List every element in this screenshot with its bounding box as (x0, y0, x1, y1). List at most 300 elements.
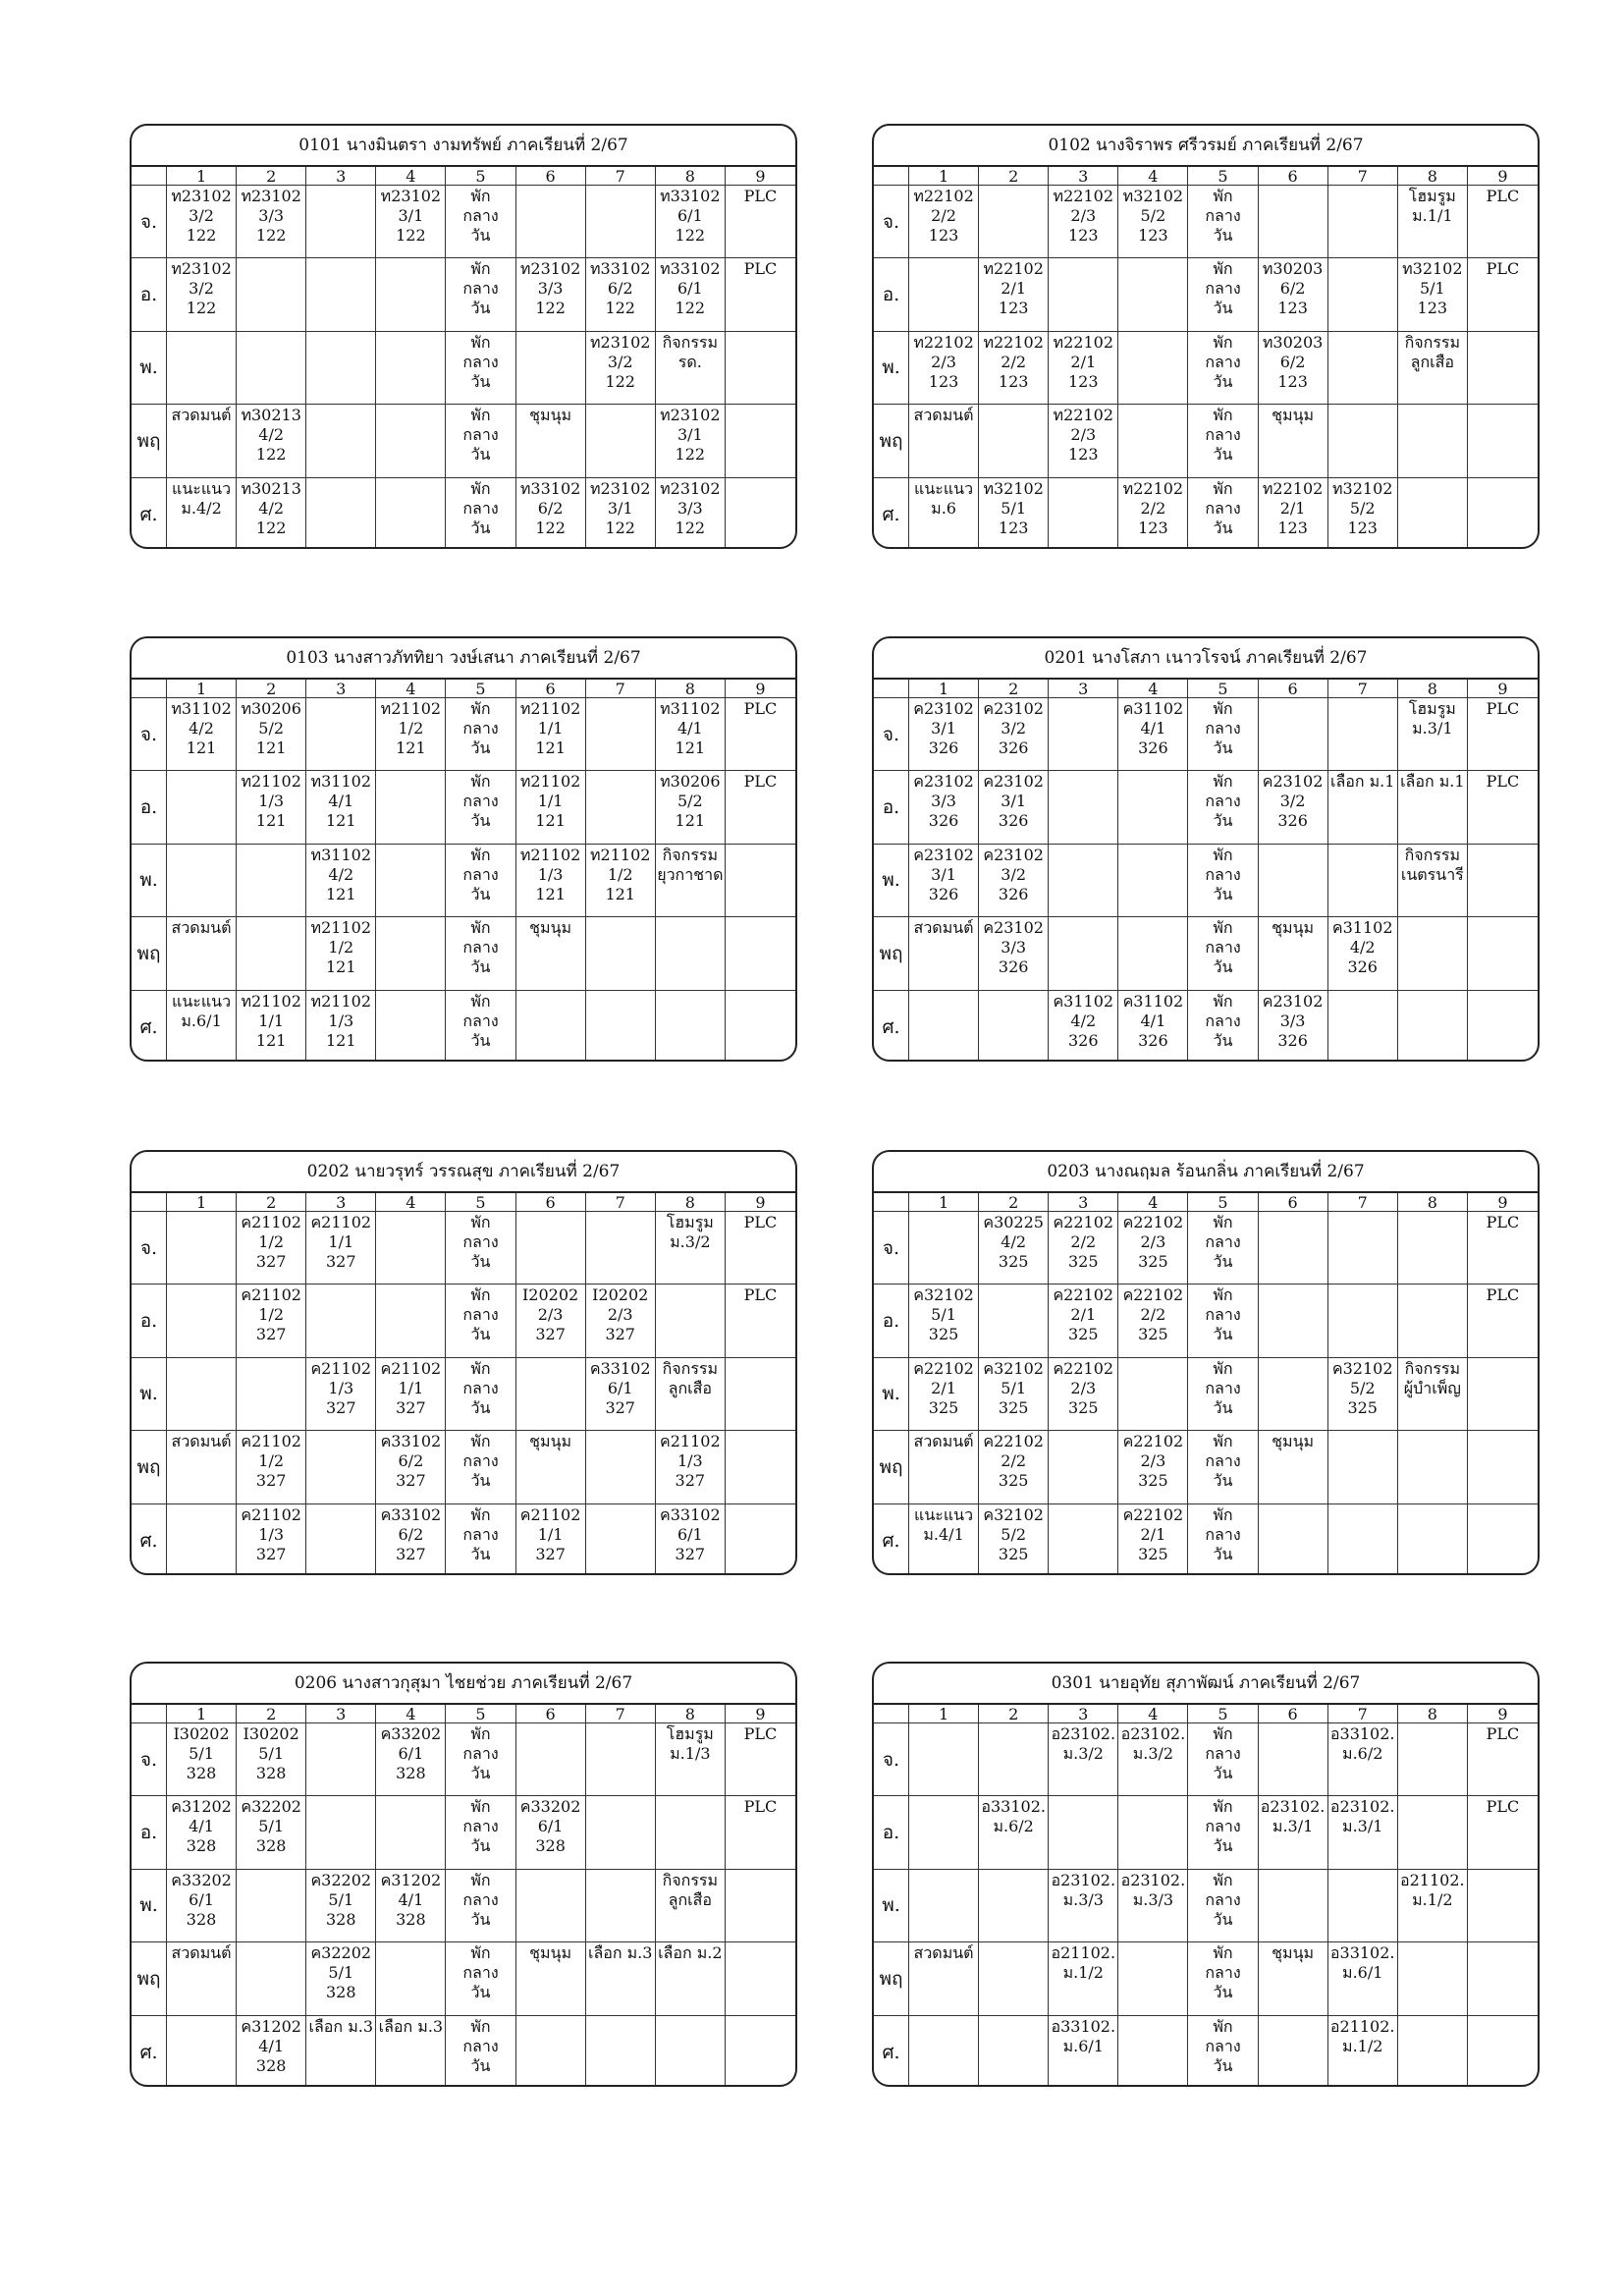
schedule-cell (726, 2016, 795, 2087)
schedule-cell (376, 917, 446, 990)
schedule-cell (1049, 258, 1118, 331)
timetable (130, 1662, 797, 2087)
schedule-cell (1118, 1942, 1188, 2015)
period-header: 5 (446, 1193, 515, 1212)
schedule-cell: พัก กลาง วัน (1188, 917, 1258, 990)
schedule-cell (306, 1504, 376, 1575)
schedule-cell (656, 917, 726, 990)
period-header: 7 (586, 1193, 656, 1212)
schedule-cell (1398, 991, 1468, 1062)
day-label: พฤ (874, 405, 909, 477)
schedule-cell (376, 478, 446, 549)
schedule-cell: ชุมนุม (516, 917, 586, 990)
schedule-cell: ค21102 1/3 327 (656, 1431, 726, 1503)
day-label: พ. (874, 1358, 909, 1431)
schedule-cell: ค21102 1/1 327 (306, 1212, 376, 1285)
schedule-cell: พัก กลาง วัน (446, 917, 515, 990)
schedule-cell: ชุมนุม (1259, 1431, 1328, 1503)
schedule-cell (1118, 771, 1188, 844)
schedule-cell (586, 698, 656, 771)
schedule-cell: ชุมนุม (516, 1942, 586, 2015)
schedule-cell (306, 405, 376, 477)
schedule-cell: กิจกรรม รด. (656, 332, 726, 405)
schedule-cell (909, 1212, 979, 1285)
period-header: 2 (237, 680, 306, 698)
schedule-cell (237, 332, 306, 405)
schedule-cell: ท23102 3/2 122 (167, 186, 237, 258)
schedule-cell (516, 1870, 586, 1942)
schedule-cell (237, 258, 306, 331)
schedule-cell (306, 186, 376, 258)
schedule-cell (1118, 917, 1188, 990)
schedule-cell: ค31202 4/1 328 (376, 1870, 446, 1942)
schedule-cell (1468, 332, 1538, 405)
schedule-cell: พัก กลาง วัน (446, 1870, 515, 1942)
schedule-cell: ค23102 3/1 326 (909, 845, 979, 917)
period-header: 1 (909, 167, 979, 186)
schedule-cell (1328, 258, 1398, 331)
schedule-cell: ท23102 3/2 122 (167, 258, 237, 331)
schedule-cell: ค21102 1/1 327 (376, 1358, 446, 1431)
schedule-cell (909, 1723, 979, 1796)
period-header: 6 (516, 1705, 586, 1723)
schedule-cell (306, 478, 376, 549)
period-header: 9 (726, 1705, 795, 1723)
schedule-cell (1398, 1212, 1468, 1285)
period-header: 8 (656, 1193, 726, 1212)
schedule-cell: อ21102. ม.1/2 (1049, 1942, 1118, 2015)
timetable (872, 636, 1540, 1062)
timetable-title: 0201 นางโสภา เนาวโรจน์ ภาคเรียนที่ 2/67 (874, 638, 1538, 680)
schedule-cell: พัก กลาง วัน (1188, 2016, 1258, 2087)
schedule-cell (1049, 917, 1118, 990)
schedule-cell (1118, 1358, 1188, 1431)
schedule-cell (237, 1358, 306, 1431)
schedule-cell: กิจกรรม ยุวกาชาด (656, 845, 726, 917)
schedule-cell: โฮมรูม ม.1/1 (1398, 186, 1468, 258)
schedule-cell (1468, 991, 1538, 1062)
schedule-cell (1328, 1212, 1398, 1285)
schedule-cell (726, 1870, 795, 1942)
schedule-cell (586, 1212, 656, 1285)
schedule-cell: พัก กลาง วัน (446, 1504, 515, 1575)
timetable-grid (132, 1193, 795, 1575)
period-header: 3 (1049, 1193, 1118, 1212)
schedule-cell: พัก กลาง วัน (446, 2016, 515, 2087)
schedule-cell: ท21102 1/1 121 (516, 771, 586, 844)
schedule-cell (1398, 1942, 1468, 2015)
schedule-cell (586, 1796, 656, 1869)
timetable-title: 0206 นางสาวกุสุมา ไชยช่วย ภาคเรียนที่ 2/67 (132, 1664, 795, 1705)
schedule-cell (516, 1723, 586, 1796)
schedule-cell (516, 991, 586, 1062)
schedule-cell: พัก กลาง วัน (1188, 1870, 1258, 1942)
schedule-cell: อ23102. ม.3/1 (1328, 1796, 1398, 1869)
schedule-cell (1328, 845, 1398, 917)
schedule-cell: เลือก ม.3 (376, 2016, 446, 2087)
schedule-cell (1328, 1870, 1398, 1942)
schedule-cell (979, 1870, 1049, 1942)
period-header: 8 (656, 167, 726, 186)
schedule-cell: พัก กลาง วัน (1188, 771, 1258, 844)
schedule-cell (376, 845, 446, 917)
period-header: 8 (1398, 167, 1468, 186)
day-label: จ. (874, 186, 909, 258)
schedule-cell (726, 478, 795, 549)
day-label: จ. (132, 698, 167, 771)
schedule-cell (726, 1504, 795, 1575)
schedule-cell: PLC (1468, 1285, 1538, 1357)
period-header: 4 (376, 1193, 446, 1212)
day-label: อ. (132, 1285, 167, 1357)
schedule-cell: ท23102 3/3 122 (237, 186, 306, 258)
schedule-cell: PLC (726, 1796, 795, 1869)
schedule-cell (306, 1431, 376, 1503)
period-header: 1 (167, 167, 237, 186)
schedule-cell: สวดมนต์ (167, 1431, 237, 1503)
schedule-cell (656, 1285, 726, 1357)
period-header: 3 (306, 1705, 376, 1723)
schedule-cell (376, 1796, 446, 1869)
schedule-cell: I30202 5/1 328 (167, 1723, 237, 1796)
period-header: 9 (726, 1193, 795, 1212)
schedule-cell: พัก กลาง วัน (446, 771, 515, 844)
timetable-grid (874, 680, 1538, 1062)
schedule-cell: ค30225 4/2 325 (979, 1212, 1049, 1285)
day-label: จ. (874, 1212, 909, 1285)
schedule-cell: ท23102 3/3 122 (516, 258, 586, 331)
period-header: 4 (1118, 167, 1188, 186)
schedule-cell (1118, 845, 1188, 917)
schedule-cell: ค23102 3/1 326 (979, 771, 1049, 844)
schedule-cell (376, 405, 446, 477)
day-label: จ. (132, 1723, 167, 1796)
schedule-cell: I30202 5/1 328 (237, 1723, 306, 1796)
schedule-cell: ท30203 6/2 123 (1259, 332, 1328, 405)
schedule-cell (1049, 1504, 1118, 1575)
schedule-cell (306, 1796, 376, 1869)
schedule-cell (376, 1212, 446, 1285)
period-header: 8 (1398, 680, 1468, 698)
schedule-cell: ค31202 4/1 328 (167, 1796, 237, 1869)
corner-cell (874, 680, 909, 698)
schedule-cell: PLC (726, 698, 795, 771)
schedule-cell: ค22102 2/2 325 (979, 1431, 1049, 1503)
timetable (872, 1662, 1540, 2087)
schedule-cell: ท31102 4/1 121 (306, 771, 376, 844)
period-header: 5 (1188, 1193, 1258, 1212)
schedule-cell (1259, 845, 1328, 917)
schedule-cell: ท33102 6/1 122 (656, 258, 726, 331)
schedule-cell (1328, 991, 1398, 1062)
period-header: 1 (167, 1193, 237, 1212)
period-header: 7 (586, 1705, 656, 1723)
schedule-cell: ท32102 5/1 123 (1398, 258, 1468, 331)
period-header: 6 (1259, 167, 1328, 186)
schedule-cell: พัก กลาง วัน (446, 1431, 515, 1503)
schedule-cell: ค23102 3/2 326 (979, 698, 1049, 771)
schedule-cell: พัก กลาง วัน (1188, 1723, 1258, 1796)
schedule-cell: พัก กลาง วัน (1188, 186, 1258, 258)
schedule-cell: ท31102 4/2 121 (306, 845, 376, 917)
schedule-cell: เลือก ม.1 (1398, 771, 1468, 844)
schedule-cell: ค33202 6/1 328 (167, 1870, 237, 1942)
schedule-cell: เลือก ม.3 (586, 1942, 656, 2015)
schedule-cell: ค33202 6/1 328 (516, 1796, 586, 1869)
schedule-cell: ท31102 4/2 121 (167, 698, 237, 771)
corner-cell (132, 1705, 167, 1723)
schedule-cell: อ33102. ม.6/1 (1328, 1942, 1398, 2015)
schedule-cell: สวดมนต์ (909, 405, 979, 477)
schedule-cell: ท32102 5/1 123 (979, 478, 1049, 549)
schedule-cell (726, 1358, 795, 1431)
schedule-cell (909, 991, 979, 1062)
schedule-cell: I20202 2/3 327 (586, 1285, 656, 1357)
day-label: พฤ (132, 917, 167, 990)
schedule-cell: ค31102 4/2 326 (1328, 917, 1398, 990)
schedule-cell: เลือก ม.1 (1328, 771, 1398, 844)
schedule-cell (516, 1358, 586, 1431)
day-label: อ. (874, 1796, 909, 1869)
corner-cell (874, 1193, 909, 1212)
schedule-cell (1398, 2016, 1468, 2087)
day-label: ศ. (874, 2016, 909, 2087)
schedule-cell (1398, 1431, 1468, 1503)
schedule-cell: ค32202 5/1 328 (237, 1796, 306, 1869)
schedule-cell: พัก กลาง วัน (446, 1358, 515, 1431)
schedule-cell: แนะแนว ม.4/1 (909, 1504, 979, 1575)
timetable-grid (132, 680, 795, 1062)
schedule-cell (1118, 405, 1188, 477)
schedule-cell (376, 991, 446, 1062)
day-label: อ. (132, 1796, 167, 1869)
period-header: 2 (979, 1705, 1049, 1723)
period-header: 2 (979, 680, 1049, 698)
schedule-cell (1328, 405, 1398, 477)
schedule-cell: ค23102 3/1 326 (909, 698, 979, 771)
schedule-cell: พัก กลาง วัน (446, 1796, 515, 1869)
schedule-cell (167, 1212, 237, 1285)
period-header: 3 (1049, 167, 1118, 186)
schedule-cell: ท22102 2/1 123 (1049, 332, 1118, 405)
schedule-cell: ชุมนุม (516, 1431, 586, 1503)
schedule-cell: โฮมรูม ม.1/3 (656, 1723, 726, 1796)
schedule-cell: พัก กลาง วัน (446, 186, 515, 258)
period-header: 6 (516, 167, 586, 186)
schedule-cell: PLC (726, 258, 795, 331)
schedule-cell: ท21102 1/2 121 (376, 698, 446, 771)
period-header: 9 (1468, 680, 1538, 698)
schedule-cell (1468, 1942, 1538, 2015)
schedule-cell: เลือก ม.2 (656, 1942, 726, 2015)
period-header: 5 (446, 1705, 515, 1723)
day-label: อ. (874, 258, 909, 331)
timetable-title: 0203 นางณฤมล ร้อนกลิ่น ภาคเรียนที่ 2/67 (874, 1152, 1538, 1193)
schedule-cell: ค32102 5/1 325 (909, 1285, 979, 1357)
schedule-cell (726, 845, 795, 917)
period-header: 8 (1398, 1193, 1468, 1212)
day-label: จ. (132, 1212, 167, 1285)
schedule-cell (1118, 332, 1188, 405)
schedule-cell: สวดมนต์ (909, 1942, 979, 2015)
schedule-cell: ท22102 2/2 123 (909, 186, 979, 258)
schedule-cell: แนะแนว ม.6/1 (167, 991, 237, 1062)
schedule-cell (909, 1796, 979, 1869)
schedule-cell (979, 405, 1049, 477)
schedule-cell: ท33102 6/1 122 (656, 186, 726, 258)
schedule-cell: ค23102 3/3 326 (909, 771, 979, 844)
schedule-cell: ค22102 2/2 325 (1049, 1212, 1118, 1285)
schedule-cell (516, 2016, 586, 2087)
schedule-cell: ค23102 3/3 326 (1259, 991, 1328, 1062)
schedule-cell: ท21102 1/1 121 (237, 991, 306, 1062)
schedule-cell: ค32102 5/2 325 (979, 1504, 1049, 1575)
schedule-cell (726, 405, 795, 477)
schedule-cell (376, 332, 446, 405)
schedule-cell (586, 991, 656, 1062)
timetable-grid (874, 1193, 1538, 1575)
schedule-cell: อ23102. ม.3/3 (1049, 1870, 1118, 1942)
schedule-cell (726, 1431, 795, 1503)
corner-cell (132, 167, 167, 186)
schedule-cell (306, 1723, 376, 1796)
schedule-cell: กิจกรรม เนตรนารี (1398, 845, 1468, 917)
schedule-cell: ค21102 1/2 327 (237, 1212, 306, 1285)
schedule-cell (1328, 1431, 1398, 1503)
period-header: 4 (1118, 1705, 1188, 1723)
period-header: 2 (979, 167, 1049, 186)
schedule-cell (586, 917, 656, 990)
schedule-cell: กิจกรรม ผู้บำเพ็ญ (1398, 1358, 1468, 1431)
schedule-cell: ค22102 2/3 325 (1049, 1358, 1118, 1431)
schedule-cell: ค21102 1/2 327 (237, 1431, 306, 1503)
period-header: 8 (656, 1705, 726, 1723)
schedule-cell: ท32102 5/2 123 (1118, 186, 1188, 258)
schedule-cell: ท21102 1/3 121 (237, 771, 306, 844)
schedule-cell (1049, 1796, 1118, 1869)
day-label: ศ. (874, 1504, 909, 1575)
schedule-cell (1398, 478, 1468, 549)
day-label: พฤ (874, 917, 909, 990)
schedule-cell (1259, 1504, 1328, 1575)
schedule-cell (1468, 405, 1538, 477)
schedule-cell (237, 1942, 306, 2015)
period-header: 9 (1468, 167, 1538, 186)
schedule-cell: ค31102 4/1 326 (1118, 698, 1188, 771)
period-header: 5 (446, 167, 515, 186)
schedule-cell: ค33202 6/1 328 (376, 1723, 446, 1796)
schedule-cell: PLC (1468, 771, 1538, 844)
schedule-cell (237, 1870, 306, 1942)
schedule-cell (726, 991, 795, 1062)
schedule-cell: อ33102. ม.6/2 (1328, 1723, 1398, 1796)
period-header: 4 (1118, 680, 1188, 698)
schedule-cell (1398, 1796, 1468, 1869)
schedule-cell: ค33102 6/1 327 (586, 1358, 656, 1431)
timetable-title: 0102 นางจิราพร ศรีวรมย์ ภาคเรียนที่ 2/67 (874, 126, 1538, 167)
schedule-cell: ท23102 3/2 122 (586, 332, 656, 405)
schedule-cell (909, 1870, 979, 1942)
schedule-cell: พัก กลาง วัน (1188, 1942, 1258, 2015)
period-header: 3 (1049, 680, 1118, 698)
schedule-cell: ค22102 2/1 325 (1049, 1285, 1118, 1357)
schedule-cell (1468, 1358, 1538, 1431)
schedule-cell: ค33102 6/1 327 (656, 1504, 726, 1575)
schedule-cell (979, 1723, 1049, 1796)
schedule-cell: อ23102. ม.3/2 (1118, 1723, 1188, 1796)
schedule-cell: ค32202 5/1 328 (306, 1942, 376, 2015)
period-header: 2 (979, 1193, 1049, 1212)
day-label: อ. (132, 258, 167, 331)
timetable-grid (132, 167, 795, 549)
schedule-cell (306, 1285, 376, 1357)
schedule-cell: พัก กลาง วัน (446, 1212, 515, 1285)
schedule-cell (586, 1431, 656, 1503)
schedule-cell (1118, 258, 1188, 331)
schedule-cell: ค22102 2/1 325 (1118, 1504, 1188, 1575)
schedule-cell: ท21102 1/2 121 (306, 917, 376, 990)
schedule-cell (586, 771, 656, 844)
day-label: พฤ (132, 1431, 167, 1503)
schedule-cell: ค23102 3/3 326 (979, 917, 1049, 990)
schedule-cell (376, 1942, 446, 2015)
schedule-cell (909, 258, 979, 331)
schedule-cell (1118, 2016, 1188, 2087)
period-header: 3 (306, 1193, 376, 1212)
schedule-cell (656, 2016, 726, 2087)
schedule-cell (1259, 1285, 1328, 1357)
schedule-cell (1118, 1796, 1188, 1869)
day-label: พ. (132, 845, 167, 917)
schedule-cell (1049, 771, 1118, 844)
schedule-cell: ค33102 6/2 327 (376, 1504, 446, 1575)
schedule-cell: พัก กลาง วัน (1188, 1212, 1258, 1285)
timetable-title: 0101 นางมินตรา งามทรัพย์ ภาคเรียนที่ 2/67 (132, 126, 795, 167)
schedule-cell (376, 771, 446, 844)
day-label: ศ. (132, 2016, 167, 2087)
period-header: 5 (1188, 167, 1258, 186)
schedule-cell: ค31202 4/1 328 (237, 2016, 306, 2087)
schedule-cell: พัก กลาง วัน (1188, 1285, 1258, 1357)
schedule-cell: กิจกรรม ลูกเสือ (1398, 332, 1468, 405)
schedule-cell (516, 332, 586, 405)
schedule-cell: ค31102 4/2 326 (1049, 991, 1118, 1062)
timetable (130, 124, 797, 549)
schedule-cell: ท21102 1/1 121 (516, 698, 586, 771)
schedule-cell (1328, 698, 1398, 771)
schedule-cell (656, 1796, 726, 1869)
timetable-title: 0301 นายอุทัย สุภาพัฒน์ ภาคเรียนที่ 2/67 (874, 1664, 1538, 1705)
schedule-cell (1398, 917, 1468, 990)
schedule-cell: สวดมนต์ (167, 405, 237, 477)
schedule-cell (167, 1358, 237, 1431)
period-header: 4 (376, 680, 446, 698)
period-header: 4 (1118, 1193, 1188, 1212)
schedule-cell: ท21102 1/3 121 (306, 991, 376, 1062)
schedule-cell: PLC (726, 186, 795, 258)
schedule-cell: พัก กลาง วัน (1188, 478, 1258, 549)
schedule-cell: พัก กลาง วัน (446, 698, 515, 771)
schedule-cell: ชุมนุม (516, 405, 586, 477)
schedule-cell (979, 2016, 1049, 2087)
schedule-cell (306, 258, 376, 331)
schedule-cell (1259, 2016, 1328, 2087)
day-label: ศ. (874, 991, 909, 1062)
schedule-cell (1468, 2016, 1538, 2087)
timetable (130, 1150, 797, 1575)
schedule-cell (1049, 845, 1118, 917)
day-label: พฤ (874, 1942, 909, 2015)
